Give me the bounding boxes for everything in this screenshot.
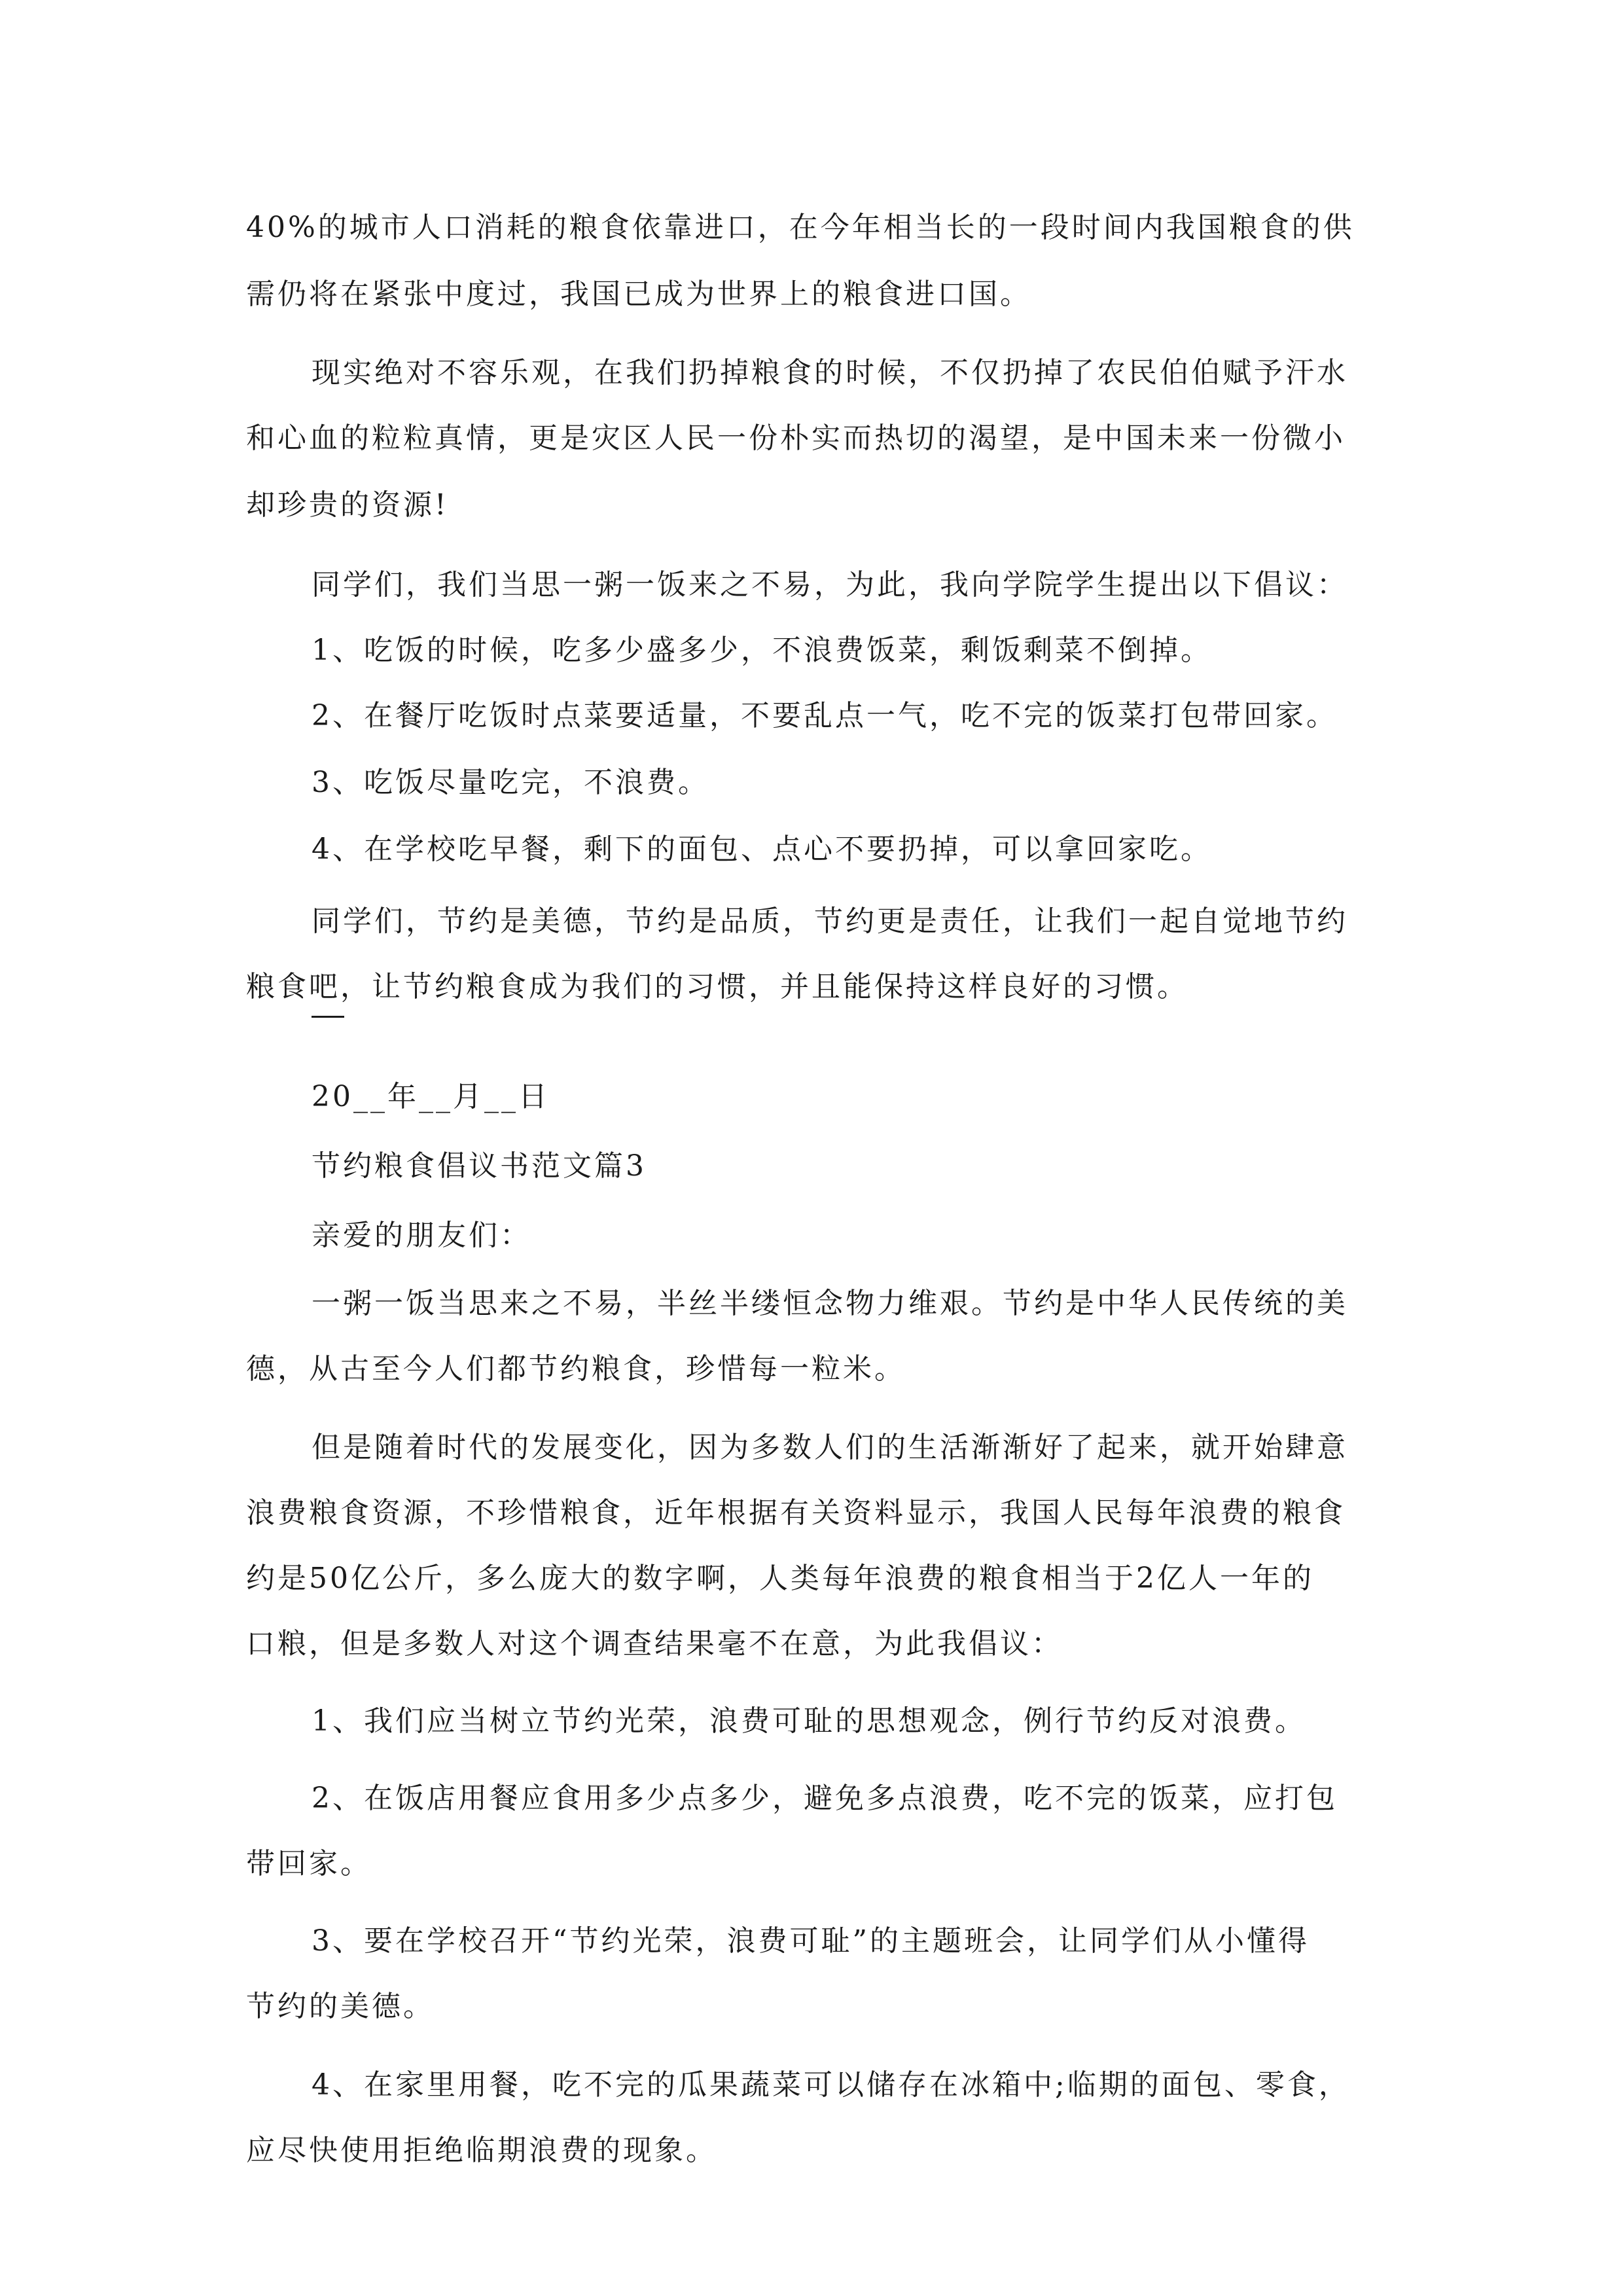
paragraph-line: 现实绝对不容乐观，在我们扔掉粮食的时候，不仅扔掉了农民伯伯赋予汗水	[312, 356, 1348, 389]
paragraph-line: 一粥一饭当思来之不易，半丝半缕恒念物力维艰。节约是中华人民传统的美	[312, 1287, 1348, 1320]
section-title: 节约粮食倡议书范文篇3	[312, 1149, 647, 1183]
list-item-continuation: 节约的美德。	[246, 1990, 435, 2023]
paragraph-line: 同学们，节约是美德，节约是品质，节约更是责任，让我们一起自觉地节约	[312, 905, 1348, 938]
paragraph-line: 浪费粮食资源，不珍惜粮食，近年根据有关资料显示，我国人民每年浪费的粮食	[246, 1496, 1346, 1530]
paragraph-line: 却珍贵的资源!	[246, 488, 449, 522]
signature-dash	[312, 1016, 344, 1018]
list-item: 2、在饭店用餐应食用多少点多少，避免多点浪费，吃不完的饭菜，应打包	[312, 1782, 1338, 1815]
list-item: 1、吃饭的时候，吃多少盛多少，不浪费饭菜，剩饭剩菜不倒掉。	[312, 634, 1212, 667]
date-line: 20__年__月__日	[312, 1080, 550, 1113]
paragraph-line: 同学们，我们当思一粥一饭来之不易，为此，我向学院学生提出以下倡议：	[312, 568, 1348, 601]
list-item-continuation: 带回家。	[246, 1847, 372, 1880]
paragraph-line: 但是随着时代的发展变化，因为多数人们的生活渐渐好了起来，就开始肆意	[312, 1431, 1348, 1464]
list-item: 3、要在学校召开“节约光荣，浪费可耻”的主题班会，让同学们从小懂得	[312, 1924, 1310, 1958]
paragraph-line: 德，从古至今人们都节约粮食，珍惜每一粒米。	[246, 1352, 906, 1386]
paragraph-line: 口粮，但是多数人对这个调查结果毫不在意，为此我倡议：	[246, 1627, 1063, 1660]
list-item: 3、吃饭尽量吃完，不浪费。	[312, 766, 709, 799]
salutation: 亲爱的朋友们：	[312, 1219, 531, 1252]
paragraph-line: 需仍将在紧张中度过，我国已成为世界上的粮食进口国。	[246, 278, 1031, 311]
list-item: 4、在学校吃早餐，剩下的面包、点心不要扔掉，可以拿回家吃。	[312, 833, 1212, 866]
paragraph-line: 40%的城市人口消耗的粮食依靠进口，在今年相当长的一段时间内我国粮食的供	[246, 211, 1355, 244]
paragraph-line: 和心血的粒粒真情，更是灾区人民一份朴实而热切的渴望，是中国未来一份微小	[246, 422, 1346, 455]
paragraph-line: 粮食吧，让节约粮食成为我们的习惯，并且能保持这样良好的习惯。	[246, 970, 1188, 1003]
list-item: 2、在餐厅吃饭时点菜要适量，不要乱点一气，吃不完的饭菜打包带回家。	[312, 699, 1338, 732]
paragraph-line: 约是50亿公斤，多么庞大的数字啊，人类每年浪费的粮食相当于2亿人一年的	[246, 1562, 1314, 1595]
list-item-continuation: 应尽快使用拒绝临期浪费的现象。	[246, 2134, 717, 2167]
list-item: 4、在家里用餐，吃不完的瓜果蔬菜可以储存在冰箱中;临期的面包、零食，	[312, 2068, 1350, 2102]
list-item: 1、我们应当树立节约光荣，浪费可耻的思想观念，例行节约反对浪费。	[312, 1704, 1306, 1738]
